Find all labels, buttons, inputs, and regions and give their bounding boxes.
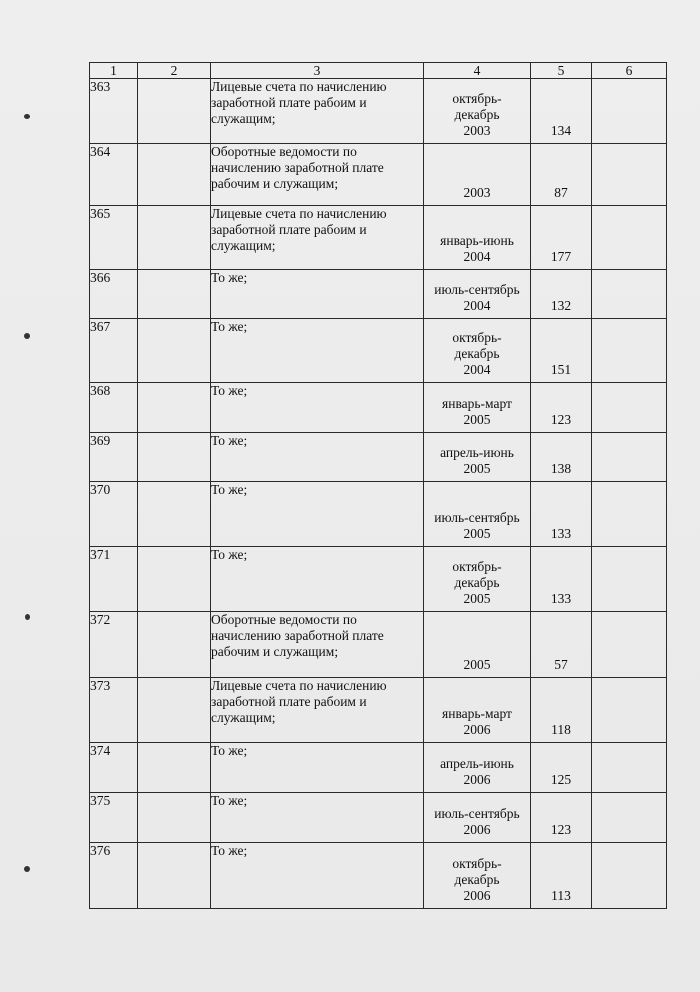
note-cell	[592, 678, 667, 743]
sheet-count: 113	[551, 888, 571, 903]
table-row	[90, 678, 667, 743]
table-row	[90, 206, 667, 270]
column-header: 3	[211, 63, 424, 79]
item-dates: апрель-июнь 2006	[440, 756, 514, 787]
empty-cell	[138, 79, 211, 144]
note-cell	[592, 843, 667, 909]
sheet-count: 138	[550, 461, 572, 476]
sheet-count-cell	[531, 79, 592, 144]
sheet-count: 133	[550, 591, 572, 606]
item-dates-cell	[424, 433, 531, 482]
item-dates-cell	[424, 270, 531, 319]
note-cell	[592, 270, 667, 319]
item-number: 376	[90, 843, 138, 909]
scan-speck	[24, 333, 30, 339]
sheet-count: 132	[550, 298, 572, 313]
sheet-count: 57	[554, 657, 568, 672]
item-title: То же;	[211, 383, 424, 433]
item-title: То же;	[211, 433, 424, 482]
note-cell	[592, 482, 667, 547]
table-row	[90, 612, 667, 678]
item-number: 374	[90, 743, 138, 793]
empty-cell	[138, 612, 211, 678]
scan-speck	[25, 614, 30, 620]
sheet-count: 133	[550, 526, 572, 541]
item-dates: 2003	[463, 185, 491, 200]
table-row	[90, 270, 667, 319]
table-row	[90, 79, 667, 144]
item-dates-cell	[424, 144, 531, 206]
item-title: Оборотные ведомости по начислению заработной плате рабочим и служащим;	[211, 612, 424, 678]
note-cell	[592, 547, 667, 612]
sheet-count: 125	[550, 772, 572, 787]
empty-cell	[138, 678, 211, 743]
table-row	[90, 319, 667, 383]
item-dates-cell	[424, 206, 531, 270]
empty-cell	[138, 482, 211, 547]
column-header: 6	[592, 63, 667, 79]
note-cell	[592, 612, 667, 678]
item-dates: октябрь- декабрь 2005	[452, 559, 502, 606]
item-number: 363	[90, 79, 138, 144]
empty-cell	[138, 144, 211, 206]
empty-cell	[138, 793, 211, 843]
scan-speck	[24, 866, 30, 872]
item-number: 372	[90, 612, 138, 678]
sheet-count-cell	[531, 383, 592, 433]
item-dates: июль-сентябрь 2005	[434, 510, 520, 541]
item-number: 366	[90, 270, 138, 319]
empty-cell	[138, 206, 211, 270]
item-dates: октябрь- декабрь 2003	[452, 91, 502, 138]
table-row	[90, 793, 667, 843]
item-title: То же;	[211, 547, 424, 612]
item-number: 367	[90, 319, 138, 383]
item-dates-cell	[424, 319, 531, 383]
table-row	[90, 144, 667, 206]
table-row	[90, 482, 667, 547]
column-header: 2	[138, 63, 211, 79]
item-number: 364	[90, 144, 138, 206]
item-title: То же;	[211, 793, 424, 843]
table-row	[90, 843, 667, 909]
table-body	[90, 79, 667, 909]
item-number: 375	[90, 793, 138, 843]
sheet-count: 134	[550, 123, 572, 138]
note-cell	[592, 383, 667, 433]
item-number: 371	[90, 547, 138, 612]
item-dates: январь-март 2005	[442, 396, 512, 427]
item-dates-cell	[424, 678, 531, 743]
note-cell	[592, 793, 667, 843]
item-title: То же;	[211, 482, 424, 547]
sheet-count: 118	[551, 722, 571, 737]
table-row	[90, 547, 667, 612]
sheet-count-cell	[531, 270, 592, 319]
sheet-count: 87	[554, 185, 568, 200]
empty-cell	[138, 270, 211, 319]
item-title: То же;	[211, 743, 424, 793]
item-dates: октябрь- декабрь 2006	[452, 856, 502, 903]
empty-cell	[138, 383, 211, 433]
item-number: 370	[90, 482, 138, 547]
item-title: Оборотные ведомости по начислению заработной плате рабочим и служащим;	[211, 144, 424, 206]
sheet-count-cell	[531, 547, 592, 612]
sheet-count-cell	[531, 482, 592, 547]
item-dates-cell	[424, 743, 531, 793]
sheet-count-cell	[531, 612, 592, 678]
item-dates-cell	[424, 482, 531, 547]
note-cell	[592, 206, 667, 270]
sheet-count-cell	[531, 144, 592, 206]
sheet-count: 177	[550, 249, 572, 264]
item-title: Лицевые счета по начислению заработной плате рабоим и служащим;	[211, 678, 424, 743]
table-row	[90, 383, 667, 433]
item-dates-cell	[424, 383, 531, 433]
item-dates: 2005	[463, 657, 491, 672]
sheet-count-cell	[531, 793, 592, 843]
sheet-count-cell	[531, 433, 592, 482]
item-dates: июль-сентябрь 2004	[434, 282, 520, 313]
empty-cell	[138, 433, 211, 482]
item-number: 373	[90, 678, 138, 743]
item-dates-cell	[424, 547, 531, 612]
note-cell	[592, 433, 667, 482]
inventory-table	[89, 62, 667, 909]
sheet-count-cell	[531, 206, 592, 270]
item-number: 368	[90, 383, 138, 433]
empty-cell	[138, 743, 211, 793]
header-row	[90, 63, 667, 79]
empty-cell	[138, 547, 211, 612]
column-header: 5	[531, 63, 592, 79]
sheet-count: 151	[550, 362, 572, 377]
sheet-count-cell	[531, 743, 592, 793]
column-header: 4	[424, 63, 531, 79]
note-cell	[592, 79, 667, 144]
item-dates-cell	[424, 79, 531, 144]
note-cell	[592, 144, 667, 206]
empty-cell	[138, 319, 211, 383]
item-dates: январь-март 2006	[442, 706, 512, 737]
note-cell	[592, 319, 667, 383]
item-title: То же;	[211, 270, 424, 319]
item-number: 365	[90, 206, 138, 270]
item-title: То же;	[211, 843, 424, 909]
column-header: 1	[90, 63, 138, 79]
item-dates-cell	[424, 843, 531, 909]
note-cell	[592, 743, 667, 793]
table-row	[90, 433, 667, 482]
item-number: 369	[90, 433, 138, 482]
table-row	[90, 743, 667, 793]
item-dates-cell	[424, 793, 531, 843]
item-title: То же;	[211, 319, 424, 383]
item-dates: январь-июнь 2004	[440, 233, 514, 264]
item-dates-cell	[424, 612, 531, 678]
item-dates: апрель-июнь 2005	[440, 445, 514, 476]
item-dates: июль-сентябрь 2006	[434, 806, 520, 837]
scan-speck	[24, 114, 30, 119]
item-title: Лицевые счета по начислению заработной плате рабоим и служащим;	[211, 206, 424, 270]
sheet-count: 123	[550, 412, 572, 427]
empty-cell	[138, 843, 211, 909]
sheet-count-cell	[531, 319, 592, 383]
item-title: Лицевые счета по начислению заработной плате рабоим и служащим;	[211, 79, 424, 144]
item-dates: октябрь- декабрь 2004	[452, 330, 502, 377]
sheet-count: 123	[550, 822, 572, 837]
sheet-count-cell	[531, 843, 592, 909]
sheet-count-cell	[531, 678, 592, 743]
